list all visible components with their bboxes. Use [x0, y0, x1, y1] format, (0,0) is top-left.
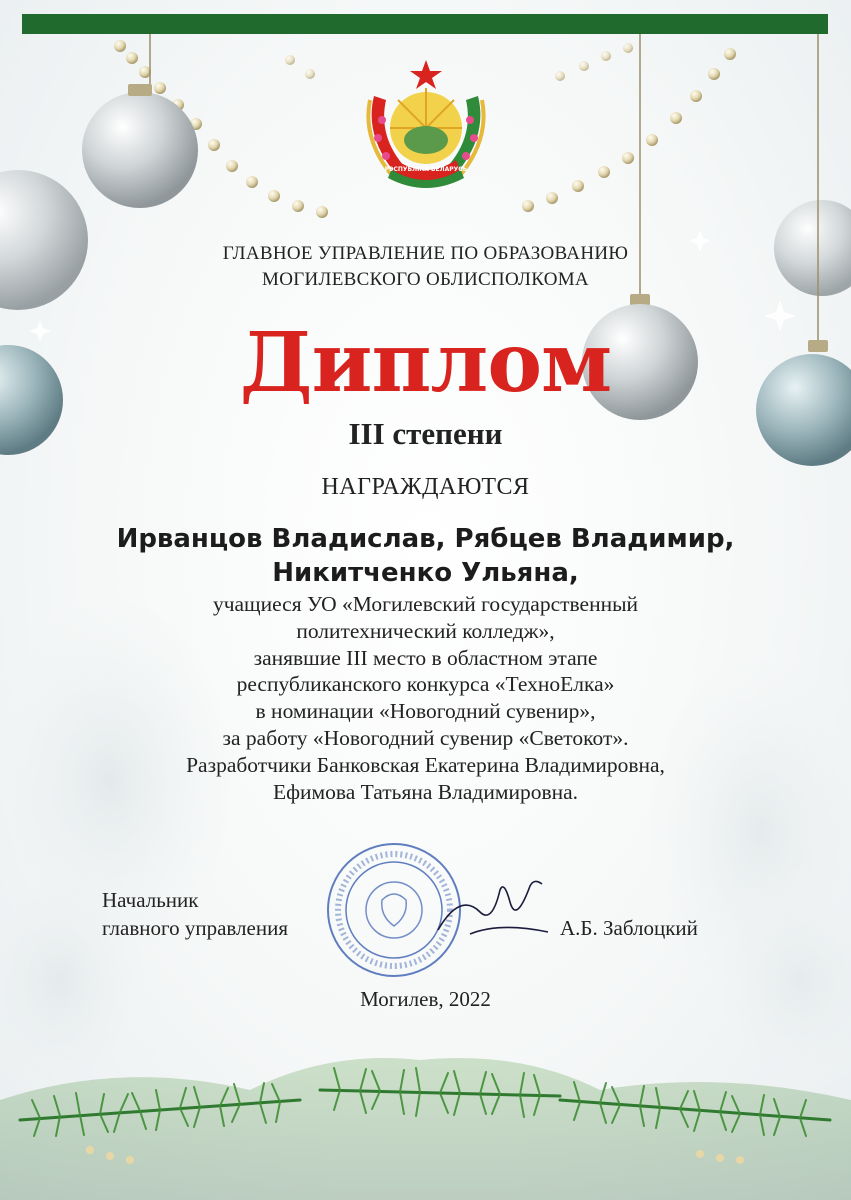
description-line: Разработчики Банковская Екатерина Владимировна,: [186, 752, 665, 777]
awarded-heading: НАГРАЖДАЮТСЯ: [321, 474, 530, 500]
diploma-title: Диплом: [239, 315, 612, 411]
signatory-position-line-2: главного управления: [102, 916, 288, 940]
awardee-names-line-2: Никитченко Ульяна,: [272, 558, 579, 588]
description-line: учащиеся УО «Могилевский государственный: [212, 592, 639, 616]
description-line: Ефимова Татьяна Владимировна.: [272, 779, 579, 804]
description-line: за работу «Новогодний сувенир «Светокот».: [222, 725, 629, 750]
diploma-degree: III степени: [348, 416, 503, 451]
signatory-name: А.Б. Заблоцкий: [560, 916, 698, 940]
description-line: занявшие III место в областном этапе: [253, 645, 598, 670]
pine-garland-decoration: [0, 1030, 851, 1200]
description-line: в номинации «Новогодний сувенир»,: [255, 699, 596, 724]
signatory-position: [102, 886, 288, 942]
description-line: политехнический колледж»,: [296, 618, 555, 643]
organization-header: [0, 241, 851, 293]
signatory-position-line-1: Начальник: [102, 888, 199, 912]
organization-line-1: ГЛАВНОЕ УПРАВЛЕНИЕ ПО ОБРАЗОВАНИЮ: [222, 243, 629, 264]
emblem-ribbon-text: РЭСПУБЛІКА БЕЛАРУСЬ: [384, 166, 468, 173]
awardee-names: [0, 522, 851, 590]
organization-line-2: МОГИЛЕВСКОГО ОБЛИСПОЛКОМА: [262, 269, 589, 290]
award-description: [0, 591, 851, 805]
description-line: республиканского конкурса «ТехноЕлка»: [236, 672, 615, 697]
awardee-names-line-1: Ирванцов Владислав, Рябцев Владимир,: [116, 524, 735, 554]
handwritten-signature: [430, 872, 550, 942]
state-emblem: [356, 56, 496, 196]
place-and-date: Могилев, 2022: [360, 987, 491, 1011]
